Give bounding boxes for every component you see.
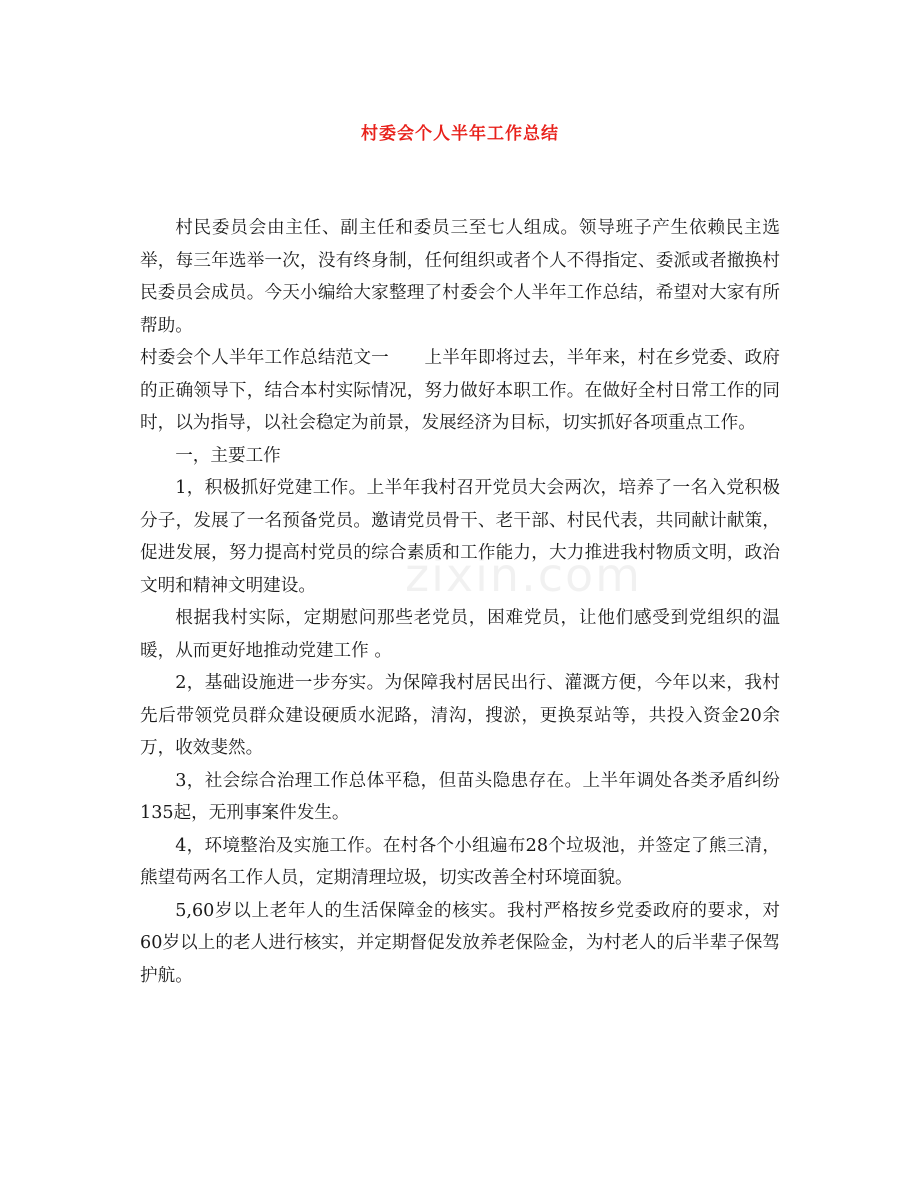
paragraph-section-heading: 一，主要工作 [175,445,281,466]
paragraph-item-3: 3，社会综合治理工作总体平稳，但苗头隐患存在。上半年调处各类矛盾纠纷135起，无刑事案件发生。 [140,770,780,823]
paragraph-item-4: 4，环境整治及实施工作。在村各个小组遍布28个垃圾池，并签定了熊三清，熊望苟两名工作人员，定期清理垃圾，切实改善全村环境面貌。 [140,835,780,888]
watermark: zixin.com [405,548,642,602]
paragraph-item-5: 5,60岁以上老年人的生活保障金的核实。我村严格按乡党委政府的要求，对60岁以上的老人进行核实，并定期督促发放养老保险金，为村老人的后半辈子保驾护航。 [140,900,780,986]
paragraph-item-1: 1，积极抓好党建工作。上半年我村召开党员大会两次，培养了一名入党积极分子，发展了一名预备党员。邀请党员骨干、老干部、村民代表，共同献计献策，促进发展，努力提高村党员的综合素质和工作能力，大力推进我村物质文明，政治文明和精神文明建设。 [140,478,780,596]
paragraph-item-1-continued: 根据我村实际，定期慰问那些老党员，困难党员，让他们感受到党组织的温暖，从而更好地推动党建工作 。 [140,608,780,661]
paragraph-item-2: 2，基础设施进一步夯实。为保障我村居民出行、灌溉方便，今年以来，我村先后带领党员群众建设硬质水泥路，清沟，搜淤，更换泵站等，共投入资金20余万，收效斐然。 [140,673,780,758]
paragraph-intro: 村民委员会由主任、副主任和委员三至七人组成。领导班子产生依赖民主选举，每三年选举一次，没有终身制，任何组织或者个人不得指定、委派或者撤换村民委员会成员。今天小编给大家整理了村委会个人半年工作总结，希望对大家有所帮助。 [140,218,780,336]
document-body [140,212,780,992]
document-title: 村委会个人半年工作总结 [361,124,559,144]
paragraph-sample-heading: 村委会个人半年工作总结范文一 上半年即将过去，半年来，村在乡党委、政府的正确领导下，结合本村实际情况，努力做好本职工作。在做好全村日常工作的同时，以为指导，以社会稳定为前景，发展经济为目标，切实抓好各项重点工作。 [140,348,780,433]
